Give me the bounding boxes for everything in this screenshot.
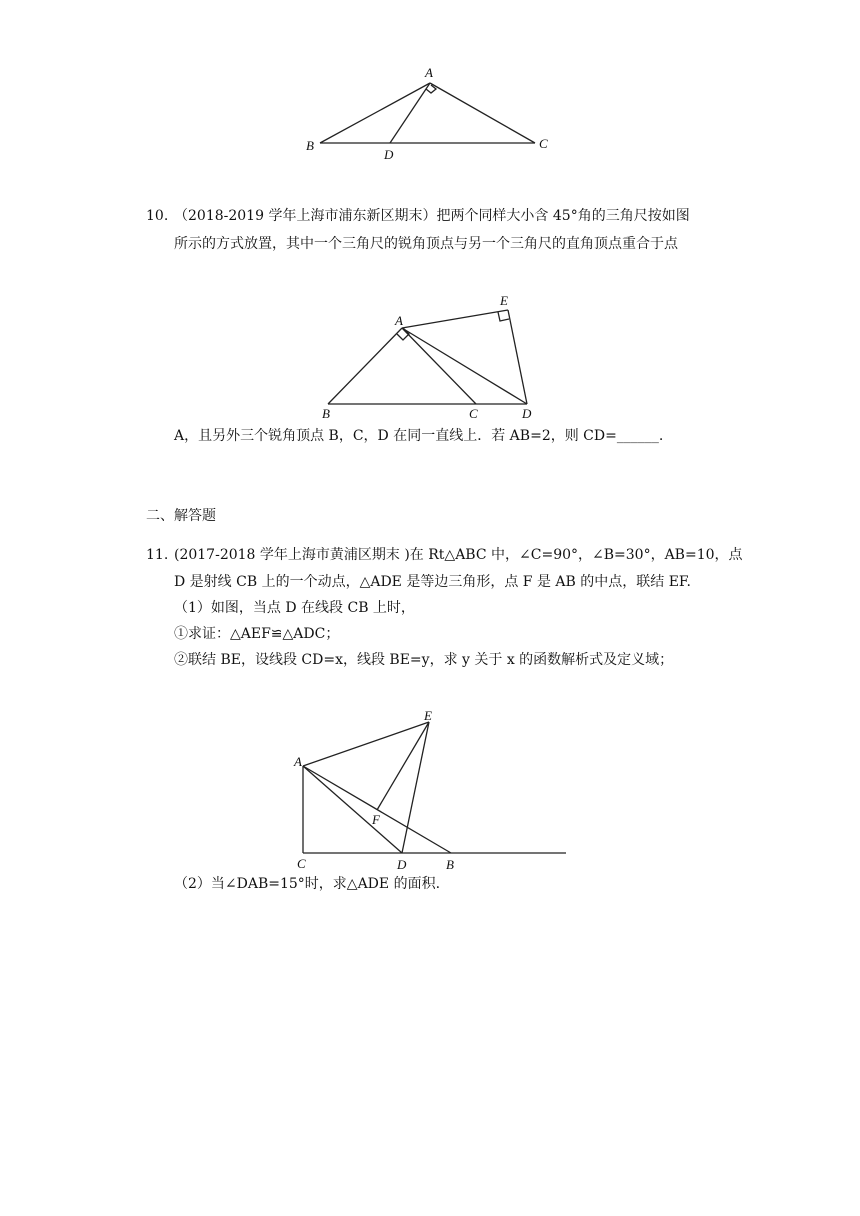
segment-ab — [328, 328, 402, 404]
figure-triangle-abd — [300, 62, 560, 162]
q11-sub1: ①求证：△AEF≌△ADC； — [174, 626, 340, 642]
q10-line2: 所示的方式放置，其中一个三角尺的锐角顶点与另一个三角尺的直角顶点重合于点 — [174, 236, 678, 252]
label-e: E — [500, 293, 508, 308]
segment-ef — [377, 722, 429, 810]
segment-ab — [320, 83, 430, 143]
label-b: B — [306, 138, 314, 153]
section-title: 二、解答题 — [146, 508, 216, 524]
q11-part1: （1）如图，当点 D 在线段 CB 上时， — [174, 600, 415, 616]
q10-line1: （2018-2019 学年上海市浦东新区期末）把两个同样大小含 45°角的三角尺按如图 — [174, 208, 690, 224]
figure-equilateral-ade — [288, 706, 573, 876]
q11-sub2: ②联结 BE，设线段 CD=x，线段 BE=y，求 y 关于 x 的函数解析式及定义域； — [174, 652, 674, 668]
segment-ae — [402, 310, 508, 328]
q11-line1: (2017-2018 学年上海市黄浦区期末 )在 Rt△ABC 中，∠C=90°，∠B=30°，AB=10，点 — [174, 547, 743, 563]
label-c: C — [469, 406, 478, 421]
q10-number: 10. — [146, 208, 169, 224]
label-a: A — [395, 313, 403, 328]
q11-number: 11. — [146, 547, 169, 563]
segment-ed — [402, 722, 429, 853]
segment-ad — [390, 83, 430, 143]
q10-line3: A，且另外三个锐角顶点 B，C，D 在同一直线上．若 AB=2，则 CD=______. — [174, 428, 664, 444]
label-d: D — [522, 406, 532, 421]
q11-line2: D 是射线 CB 上的一个动点，△ADE 是等边三角形，点 F 是 AB 的中点，联结 EF. — [174, 574, 691, 590]
label-a: A — [294, 754, 302, 769]
label-a: A — [425, 65, 433, 80]
label-b: B — [446, 857, 454, 872]
figure-set-squares — [312, 288, 552, 424]
label-c: C — [539, 136, 548, 151]
segment-ad — [303, 766, 402, 853]
label-e: E — [424, 708, 432, 723]
right-angle-mark-e — [498, 312, 509, 321]
label-d: D — [384, 147, 394, 162]
segment-ae — [303, 722, 429, 766]
label-f: F — [372, 812, 380, 827]
label-d: D — [397, 857, 407, 872]
q11-part2: （2）当∠DAB=15°时，求△ADE 的面积. — [174, 876, 441, 892]
label-c: C — [297, 856, 306, 871]
label-b: B — [322, 406, 330, 421]
segment-ed — [508, 310, 527, 404]
segment-ac — [430, 83, 535, 143]
